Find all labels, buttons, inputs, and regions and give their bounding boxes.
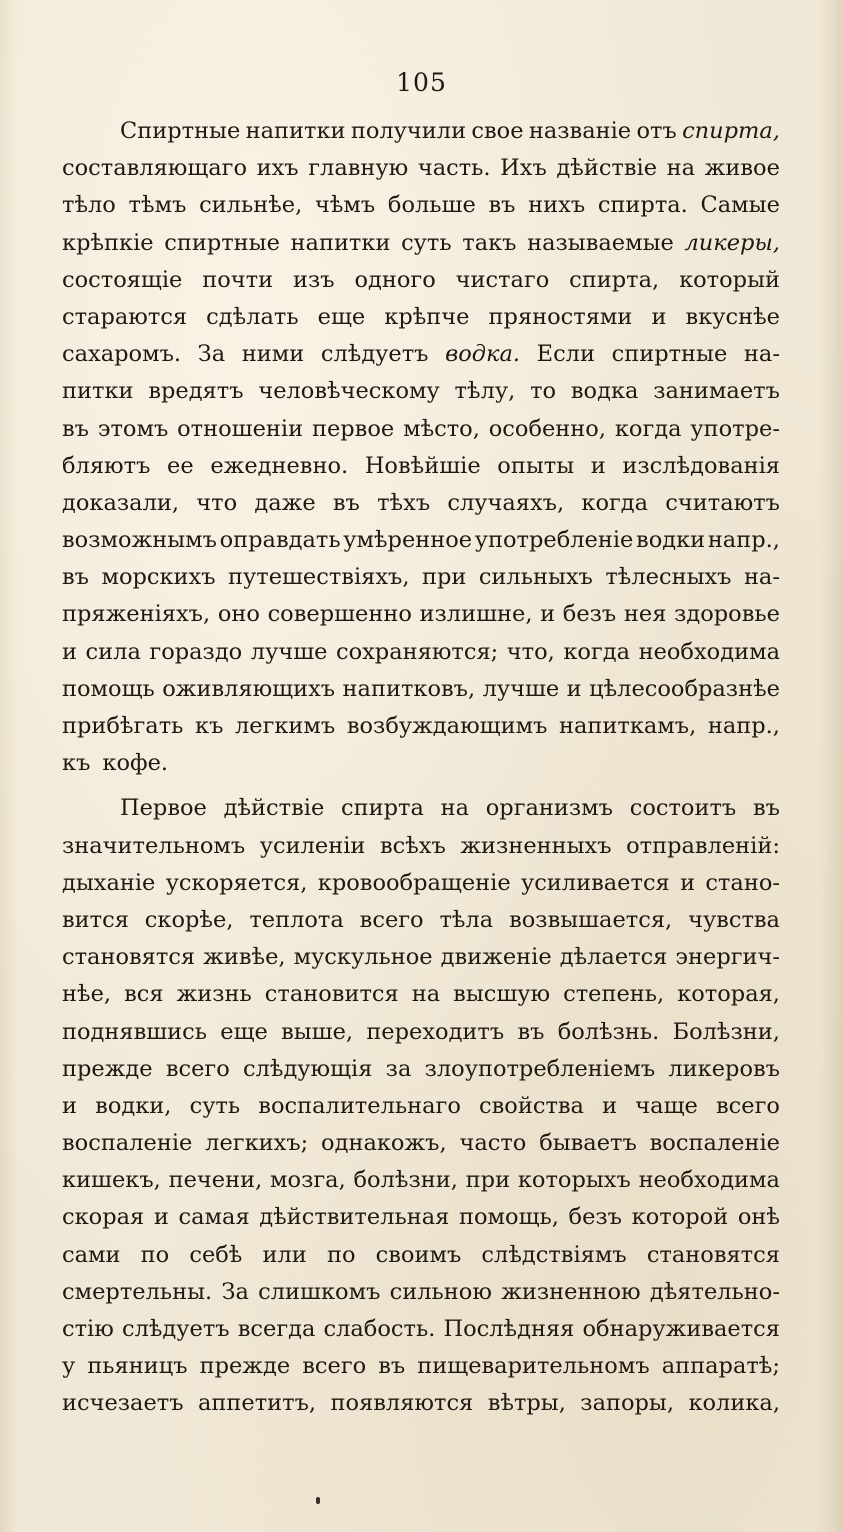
word: аппаратѣ; xyxy=(661,1353,780,1380)
word: воспаленіе xyxy=(649,1130,780,1157)
word: отношеніи xyxy=(177,415,304,442)
word: сдѣлать xyxy=(206,303,299,330)
ink-spot xyxy=(316,1497,320,1504)
text-line xyxy=(62,745,780,782)
word: исчезаетъ xyxy=(62,1390,184,1417)
word: смертельны. xyxy=(62,1278,213,1305)
word: пищеварительномъ xyxy=(417,1353,650,1380)
word: въ xyxy=(378,1353,406,1380)
word: необходима xyxy=(638,1167,780,1194)
word: За xyxy=(197,341,226,368)
word: въ xyxy=(517,1018,545,1045)
word: ускоряется, xyxy=(165,869,308,896)
word: усиливается xyxy=(520,869,670,896)
text-line xyxy=(62,671,780,708)
word: тѣла xyxy=(439,906,494,933)
word: который xyxy=(679,266,780,293)
word: чаще xyxy=(635,1092,698,1119)
word: тѣло xyxy=(62,192,116,219)
word: жизненною xyxy=(501,1278,641,1305)
word: гораздо xyxy=(149,638,243,665)
word: что xyxy=(196,489,238,516)
word: тѣлесныхъ xyxy=(605,564,732,591)
word: Послѣдняя xyxy=(443,1316,575,1342)
word: стараются xyxy=(62,303,188,330)
word: по xyxy=(140,1241,170,1268)
text-line xyxy=(62,448,780,485)
word: составляющаго xyxy=(62,155,248,182)
word: особенно, xyxy=(488,415,606,442)
page-number: 105 xyxy=(396,68,447,97)
word: оправдать xyxy=(219,527,341,554)
word: слѣдуетъ xyxy=(121,1316,230,1342)
word: въ xyxy=(62,415,89,442)
word: въ xyxy=(488,192,516,219)
word: злоупотребленіемъ xyxy=(424,1055,656,1082)
word: живѣе, xyxy=(203,944,286,971)
word: спирта, xyxy=(682,118,780,144)
word: лучше xyxy=(250,638,328,665)
text-line xyxy=(62,485,780,522)
word: слѣдуетъ xyxy=(320,341,429,368)
text-line xyxy=(62,1237,780,1274)
word: безъ xyxy=(562,601,617,628)
word: Ихъ xyxy=(500,155,547,182)
word: что, xyxy=(506,638,555,665)
word: сильнѣе, xyxy=(199,192,303,219)
word: излишне, xyxy=(419,601,533,628)
word: водка xyxy=(570,378,639,405)
word: называемые xyxy=(527,229,674,256)
word: на- xyxy=(743,564,780,591)
text-line xyxy=(62,1274,780,1311)
word: чистаго xyxy=(455,266,550,293)
word: всего xyxy=(715,1092,780,1119)
text-line xyxy=(62,187,780,224)
word: выше, xyxy=(281,1018,354,1045)
word: сильною xyxy=(389,1278,492,1305)
word: живое xyxy=(704,155,780,182)
word: пряженіяхъ, xyxy=(62,601,211,628)
word: къ xyxy=(195,713,224,739)
word: вѣтры, xyxy=(487,1390,566,1417)
word: сильныхъ xyxy=(478,564,593,591)
word: спиртные xyxy=(164,229,280,256)
word: Новѣйшіе xyxy=(364,452,481,479)
word: скорая xyxy=(62,1204,145,1231)
word: или xyxy=(262,1241,307,1268)
body-text xyxy=(62,113,780,1423)
word: суть xyxy=(401,229,452,256)
word: дѣятельно- xyxy=(649,1278,780,1305)
word: спирта, xyxy=(569,266,660,293)
text-line xyxy=(62,1125,780,1162)
text-line xyxy=(62,336,780,373)
text-line xyxy=(62,1014,780,1051)
word: всѣхъ xyxy=(379,832,446,859)
word: поднявшись xyxy=(62,1018,208,1045)
word: бляютъ xyxy=(62,452,151,479)
word: пьяницъ xyxy=(87,1353,188,1380)
word: употре- xyxy=(690,415,780,442)
word: нѣе, xyxy=(62,981,112,1008)
text-line xyxy=(62,1385,780,1422)
word: становится xyxy=(264,981,399,1008)
word: вся xyxy=(124,981,164,1008)
word: считаютъ xyxy=(665,489,780,516)
word: тѣхъ xyxy=(377,489,431,516)
word: питки xyxy=(62,378,134,405)
word: суть xyxy=(189,1092,241,1119)
word: Первое xyxy=(120,795,207,822)
word: становятся xyxy=(62,944,196,971)
word: кишекъ, xyxy=(62,1167,161,1194)
word: вредятъ xyxy=(148,378,244,405)
word: водки xyxy=(636,527,706,554)
word: дѣйствіе xyxy=(556,155,658,182)
word: такъ xyxy=(462,229,517,256)
word: энергич- xyxy=(675,944,780,971)
text-line xyxy=(62,634,780,671)
word: нихъ xyxy=(528,192,586,219)
text-line xyxy=(62,225,780,262)
word: ежедневно. xyxy=(210,452,349,479)
word: въ xyxy=(332,489,360,516)
word: свойства xyxy=(479,1092,584,1119)
word: всего xyxy=(302,1353,367,1380)
word: прибѣгать xyxy=(62,713,184,739)
word: часто xyxy=(459,1130,527,1157)
word: помощь, xyxy=(458,1204,559,1231)
word: состоящіе xyxy=(62,266,183,293)
word: которыхъ xyxy=(517,1167,631,1194)
word: и xyxy=(566,675,582,702)
word: нея xyxy=(623,601,667,628)
text-line xyxy=(62,559,780,596)
word: на xyxy=(411,981,441,1008)
word: и xyxy=(651,303,667,330)
word: главную xyxy=(308,155,409,182)
word: сахаромъ. xyxy=(62,341,182,368)
word: дѣйствительная xyxy=(259,1204,450,1231)
word: жизнь xyxy=(176,981,252,1008)
word: состоитъ xyxy=(629,795,737,822)
word: появляются xyxy=(330,1390,474,1417)
word: самая xyxy=(178,1204,250,1231)
word: здоровье xyxy=(674,601,780,628)
word: опыты xyxy=(497,452,575,479)
word: и xyxy=(590,452,606,479)
word: безъ xyxy=(568,1204,622,1231)
word: цѣлесообразнѣе xyxy=(589,675,780,702)
word: сами xyxy=(62,1241,121,1268)
word: всего xyxy=(165,1055,230,1082)
word: крѣпче xyxy=(384,303,470,330)
word: сохраняются; xyxy=(335,638,499,665)
word: кровообращеніе xyxy=(317,869,511,896)
word: первое xyxy=(311,415,395,442)
word: у xyxy=(62,1353,76,1380)
text-line xyxy=(62,596,780,633)
word: доказали, xyxy=(62,489,180,516)
word: вкуснѣе xyxy=(685,303,780,330)
text-line xyxy=(62,1051,780,1088)
word: онѣ xyxy=(737,1204,780,1231)
word: отправленій: xyxy=(626,832,780,859)
word: одного xyxy=(354,266,436,293)
text-line xyxy=(62,411,780,448)
word: напр., xyxy=(707,527,780,554)
word: которой xyxy=(631,1204,729,1231)
word: занимаетъ xyxy=(653,378,780,405)
word: слѣдующія xyxy=(242,1055,373,1082)
word: усиленіи xyxy=(259,832,366,859)
text-line xyxy=(62,262,780,299)
word: еще xyxy=(317,303,366,330)
word: ее xyxy=(167,452,194,479)
text-line xyxy=(62,1199,780,1236)
word: всего xyxy=(359,906,424,933)
word: на- xyxy=(743,341,780,368)
word: лучше xyxy=(482,675,560,702)
word: названіе xyxy=(528,118,632,144)
word: помощь xyxy=(62,675,155,702)
word: стію xyxy=(62,1316,114,1342)
word: Болѣзни, xyxy=(672,1018,780,1045)
word: и xyxy=(62,638,77,665)
text-line xyxy=(62,522,780,559)
word: и xyxy=(680,869,696,896)
word: напиткамъ, xyxy=(558,713,697,739)
word: часть. xyxy=(417,155,491,182)
word: слишкомъ xyxy=(258,1278,381,1305)
word: возбуждающимъ xyxy=(346,713,548,739)
word: стано- xyxy=(705,869,780,896)
word: то xyxy=(530,378,557,405)
word: переходитъ xyxy=(366,1018,505,1045)
word: и xyxy=(602,1092,618,1119)
word: и xyxy=(153,1204,169,1231)
word: ихъ xyxy=(256,155,299,182)
word: однакожъ, xyxy=(321,1130,447,1157)
word: изслѣдованія xyxy=(622,452,780,479)
word: къ xyxy=(62,750,91,777)
word: напитки xyxy=(245,118,346,144)
text-line xyxy=(62,1088,780,1125)
word: на xyxy=(666,155,696,182)
word: и xyxy=(540,601,556,628)
word: когда xyxy=(563,638,631,665)
word: еще xyxy=(220,1018,268,1045)
text-line xyxy=(62,1348,780,1385)
word: человѣческому xyxy=(258,378,440,405)
word: въ xyxy=(62,564,89,591)
word: въ xyxy=(752,795,780,822)
text-line xyxy=(62,865,780,902)
text-line xyxy=(62,373,780,410)
word: на xyxy=(440,795,470,822)
word: организмъ xyxy=(485,795,613,822)
text-line xyxy=(62,299,780,336)
word: прежде xyxy=(199,1353,291,1380)
word: мускульное xyxy=(293,944,433,971)
text-line xyxy=(62,150,780,187)
word: болѣзни, xyxy=(353,1167,458,1194)
word: становятся xyxy=(646,1241,780,1268)
text-line xyxy=(62,1162,780,1199)
word: дѣлается xyxy=(559,944,668,971)
word: когда xyxy=(614,415,682,442)
word: этомъ xyxy=(97,415,169,442)
word: оно xyxy=(217,601,260,628)
word: себѣ xyxy=(189,1241,243,1268)
word: высшую xyxy=(453,981,551,1008)
word: кофе. xyxy=(102,750,169,777)
word: по xyxy=(326,1241,356,1268)
word: которая, xyxy=(677,981,780,1008)
word: необходима xyxy=(638,638,780,665)
word: запоры, xyxy=(580,1390,674,1417)
word: свое xyxy=(471,118,524,144)
word: степень, xyxy=(563,981,665,1008)
word: ними xyxy=(241,341,305,368)
word: оживляющихъ xyxy=(162,675,336,702)
word: морскихъ xyxy=(101,564,216,591)
text-line xyxy=(62,976,780,1013)
word: изъ xyxy=(293,266,335,293)
word: болѣзнь. xyxy=(557,1018,660,1045)
text-line xyxy=(62,939,780,976)
word: пряностями xyxy=(488,303,633,330)
word: напитки xyxy=(290,229,391,256)
word: легкимъ xyxy=(234,713,336,739)
word: употребленіе xyxy=(474,527,634,554)
word: воспалительнаго xyxy=(258,1092,461,1119)
word: теплота xyxy=(249,906,344,933)
word: колика, xyxy=(688,1390,780,1417)
word: чувства xyxy=(688,906,780,933)
word: возможнымъ xyxy=(62,527,217,554)
word: печени, xyxy=(168,1167,263,1194)
word: при xyxy=(465,1167,511,1194)
word: и xyxy=(62,1092,77,1119)
word: за xyxy=(385,1055,412,1082)
word: За xyxy=(221,1278,249,1305)
word: почти xyxy=(202,266,274,293)
word: путешествіяхъ, xyxy=(228,564,410,591)
word: слабость. xyxy=(323,1316,436,1342)
text-line xyxy=(62,113,780,150)
word: напитковъ, xyxy=(342,675,476,702)
text-line xyxy=(62,828,780,865)
word: своимъ xyxy=(375,1241,462,1268)
word: ликеровъ xyxy=(668,1055,780,1082)
word: мозга, xyxy=(270,1167,346,1194)
text-line xyxy=(62,708,780,745)
word: легкихъ; xyxy=(205,1130,309,1157)
word: бываетъ xyxy=(539,1130,637,1157)
word: водки, xyxy=(95,1092,172,1119)
word: когда xyxy=(581,489,649,516)
word: жизненныхъ xyxy=(460,832,612,859)
word: возвышается, xyxy=(509,906,673,933)
word: спирта. xyxy=(597,192,688,219)
word: всегда xyxy=(237,1316,316,1342)
word: движеніе xyxy=(440,944,552,971)
word: значительномъ xyxy=(62,832,246,859)
word: обнаруживается xyxy=(582,1316,780,1342)
word: совершенно xyxy=(267,601,412,628)
word: Спиртные xyxy=(120,118,241,144)
text-line xyxy=(62,902,780,939)
word: дѣйствіе xyxy=(223,795,325,822)
word: тѣлу, xyxy=(454,378,516,405)
word: Самые xyxy=(700,192,780,219)
word: случаяхъ, xyxy=(447,489,565,516)
word: воспаленіе xyxy=(62,1130,193,1157)
word: напр., xyxy=(707,713,780,739)
word: скорѣе, xyxy=(144,906,234,933)
word: дыханіе xyxy=(62,869,156,896)
word: мѣсто, xyxy=(403,415,480,442)
word: умѣренное xyxy=(343,527,473,554)
word: спиртные xyxy=(611,341,728,368)
word: даже xyxy=(254,489,316,516)
word: крѣпкіе xyxy=(62,229,154,256)
text-line xyxy=(62,790,780,827)
word: сила xyxy=(85,638,141,665)
word: слѣдствіямъ xyxy=(481,1241,627,1268)
word: больше xyxy=(387,192,476,219)
word: спирта xyxy=(341,795,424,822)
word: при xyxy=(421,564,467,591)
word: Если xyxy=(536,341,595,368)
word: чѣмъ xyxy=(314,192,376,219)
word: ликеры, xyxy=(684,229,780,256)
word: аппетитъ, xyxy=(198,1390,317,1417)
word: прежде xyxy=(62,1055,153,1082)
word: водка. xyxy=(445,341,521,368)
text-line xyxy=(62,1311,780,1348)
word: вится xyxy=(62,906,129,933)
word: получили xyxy=(350,118,467,144)
word: тѣмъ xyxy=(128,192,187,219)
word: отъ xyxy=(636,118,677,144)
